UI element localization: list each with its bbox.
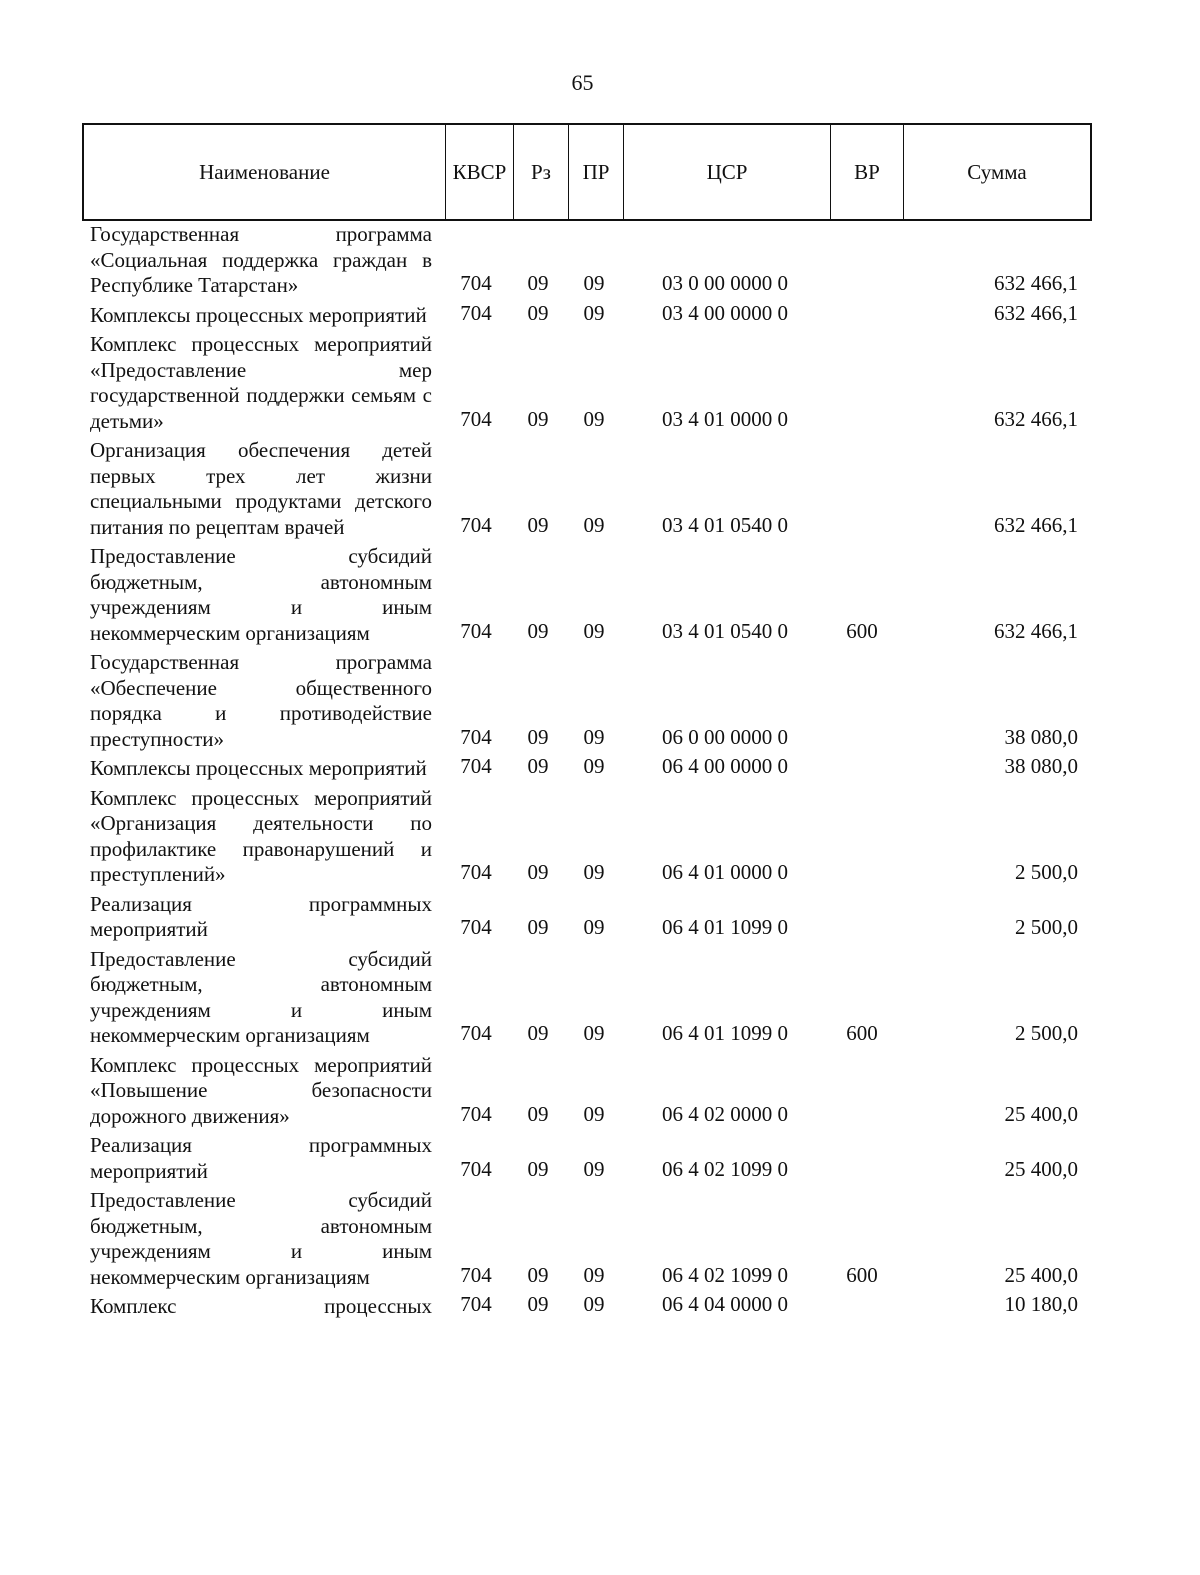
- row-pr: 09: [583, 618, 605, 643]
- page-number: 65: [571, 70, 594, 95]
- row-sum: 632 466,1: [994, 271, 1078, 295]
- row-csr: 03 4 00 0000 0: [662, 300, 788, 325]
- row-sum: 25 400,0: [1004, 1262, 1078, 1287]
- row-name: Комплексы процессных мероприятий: [90, 756, 427, 780]
- table-row: [0, 300, 1200, 329]
- row-sum: 38 080,0: [1004, 754, 1078, 778]
- table-row: [0, 947, 1200, 1049]
- row-rz: 09: [527, 406, 549, 431]
- row-kvsr: 704: [460, 724, 492, 749]
- table-row: [0, 544, 1200, 646]
- row-rz: 09: [527, 1156, 549, 1181]
- row-name: Предоставление субсидий бюджетным, автономным учреждениям и иным некоммерческим организациям: [90, 1188, 432, 1289]
- row-csr: 03 4 01 0000 0: [662, 406, 788, 431]
- row-kvsr: 704: [460, 915, 492, 939]
- row-kvsr: 704: [460, 406, 492, 431]
- row-pr: 09: [583, 724, 605, 749]
- row-sum: 632 466,1: [994, 512, 1078, 537]
- table-header: [82, 123, 1092, 221]
- row-name: Реализация программных мероприятий: [90, 1133, 432, 1183]
- header-sum: Сумма: [967, 159, 1027, 184]
- row-vr: 600: [846, 618, 878, 643]
- header-kvsr: КВСР: [446, 125, 514, 219]
- row-pr: 09: [583, 406, 605, 431]
- row-kvsr: 704: [460, 271, 492, 295]
- row-rz: 09: [527, 1292, 549, 1316]
- row-sum: 2 500,0: [1015, 1021, 1078, 1045]
- header-vr: ВР: [831, 125, 904, 219]
- row-csr: 06 4 04 0000 0: [662, 1292, 788, 1316]
- row-vr: 600: [846, 1262, 878, 1287]
- row-vr: 600: [846, 1021, 878, 1045]
- row-csr: 06 4 01 0000 0: [662, 860, 788, 884]
- row-pr: 09: [583, 1262, 605, 1287]
- row-kvsr: 704: [460, 1021, 492, 1045]
- row-pr: 09: [583, 1292, 605, 1316]
- row-rz: 09: [527, 512, 549, 537]
- row-name: Организация обеспечения детей первых трех лет жизни специальными продуктами детского питания по рецептам врачей: [90, 438, 432, 539]
- row-rz: 09: [527, 271, 549, 295]
- row-rz: 09: [527, 300, 549, 325]
- row-csr: 06 4 00 0000 0: [662, 754, 788, 778]
- row-kvsr: 704: [460, 1292, 492, 1316]
- row-pr: 09: [583, 1021, 605, 1045]
- header-csr: ЦСР: [624, 125, 831, 219]
- table-row: [0, 332, 1200, 434]
- row-name: Реализация программных мероприятий: [90, 891, 432, 941]
- row-rz: 09: [527, 754, 549, 778]
- row-pr: 09: [583, 754, 605, 778]
- row-name: Предоставление субсидий бюджетным, автономным учреждениям и иным некоммерческим организациям: [90, 946, 432, 1047]
- row-sum: 632 466,1: [994, 406, 1078, 431]
- row-rz: 09: [527, 618, 549, 643]
- row-csr: 03 4 01 0540 0: [662, 512, 788, 537]
- table-row: [0, 756, 1200, 782]
- header-name: Наименование: [84, 125, 446, 219]
- row-sum: 2 500,0: [1015, 860, 1078, 884]
- row-rz: 09: [527, 1101, 549, 1126]
- row-name: Комплексы процессных мероприятий: [90, 302, 427, 327]
- row-sum: 25 400,0: [1004, 1101, 1078, 1126]
- row-sum: 10 180,0: [1004, 1292, 1078, 1316]
- table-row: [0, 650, 1200, 752]
- table-row: [0, 1133, 1200, 1184]
- row-kvsr: 704: [460, 300, 492, 325]
- row-name: Государственная программа «Социальная поддержка граждан в Республике Татарстан»: [90, 222, 432, 297]
- row-csr: 06 4 01 1099 0: [662, 1021, 788, 1045]
- row-csr: 03 4 01 0540 0: [662, 618, 788, 643]
- row-sum: 632 466,1: [994, 300, 1078, 325]
- row-rz: 09: [527, 1021, 549, 1045]
- row-rz: 09: [527, 1262, 549, 1287]
- row-csr: 06 4 02 0000 0: [662, 1101, 788, 1126]
- table-row: [0, 892, 1200, 943]
- row-kvsr: 704: [460, 860, 492, 884]
- table-row: [0, 786, 1200, 888]
- row-pr: 09: [583, 1156, 605, 1181]
- table-row: [0, 1053, 1200, 1130]
- row-name: Комплекс процессных мероприятий «Организация деятельности по профилактике правонарушений и преступлений»: [90, 785, 432, 886]
- table-row: [0, 1188, 1200, 1290]
- row-pr: 09: [583, 915, 605, 939]
- row-csr: 03 0 00 0000 0: [662, 271, 788, 295]
- table-row: [0, 1294, 1200, 1320]
- row-pr: 09: [583, 1101, 605, 1126]
- table-row: [0, 438, 1200, 540]
- row-pr: 09: [583, 271, 605, 295]
- row-kvsr: 704: [460, 1101, 492, 1126]
- row-sum: 632 466,1: [994, 618, 1078, 643]
- row-csr: 06 4 02 1099 0: [662, 1262, 788, 1287]
- row-name: Комплекс процессных мероприятий «Предоставление мер государственной поддержки семьям с детьми»: [90, 332, 432, 433]
- row-pr: 09: [583, 512, 605, 537]
- row-kvsr: 704: [460, 512, 492, 537]
- row-name: Государственная программа «Обеспечение общественного порядка и противодействие преступности»: [90, 650, 432, 751]
- row-rz: 09: [527, 724, 549, 749]
- header-pr: ПР: [569, 125, 624, 219]
- row-csr: 06 4 02 1099 0: [662, 1156, 788, 1181]
- row-pr: 09: [583, 300, 605, 325]
- row-name: Комплекс процессных мероприятий «Повышение безопасности дорожного движения»: [90, 1052, 432, 1128]
- row-name: Предоставление субсидий бюджетным, автономным учреждениям и иным некоммерческим организациям: [90, 544, 432, 645]
- row-rz: 09: [527, 860, 549, 884]
- row-kvsr: 704: [460, 1262, 492, 1287]
- row-kvsr: 704: [460, 618, 492, 643]
- table-row: [0, 222, 1200, 299]
- row-kvsr: 704: [460, 1156, 492, 1181]
- table-body: [0, 222, 1200, 1324]
- row-sum: 25 400,0: [1004, 1156, 1078, 1181]
- row-csr: 06 4 01 1099 0: [662, 915, 788, 939]
- row-csr: 06 0 00 0000 0: [662, 724, 788, 749]
- row-sum: 2 500,0: [1015, 915, 1078, 939]
- row-rz: 09: [527, 915, 549, 939]
- header-rz: Рз: [514, 125, 569, 219]
- row-sum: 38 080,0: [1004, 724, 1078, 749]
- row-kvsr: 704: [460, 754, 492, 778]
- row-pr: 09: [583, 860, 605, 884]
- row-name: Комплекс процессных: [90, 1294, 432, 1318]
